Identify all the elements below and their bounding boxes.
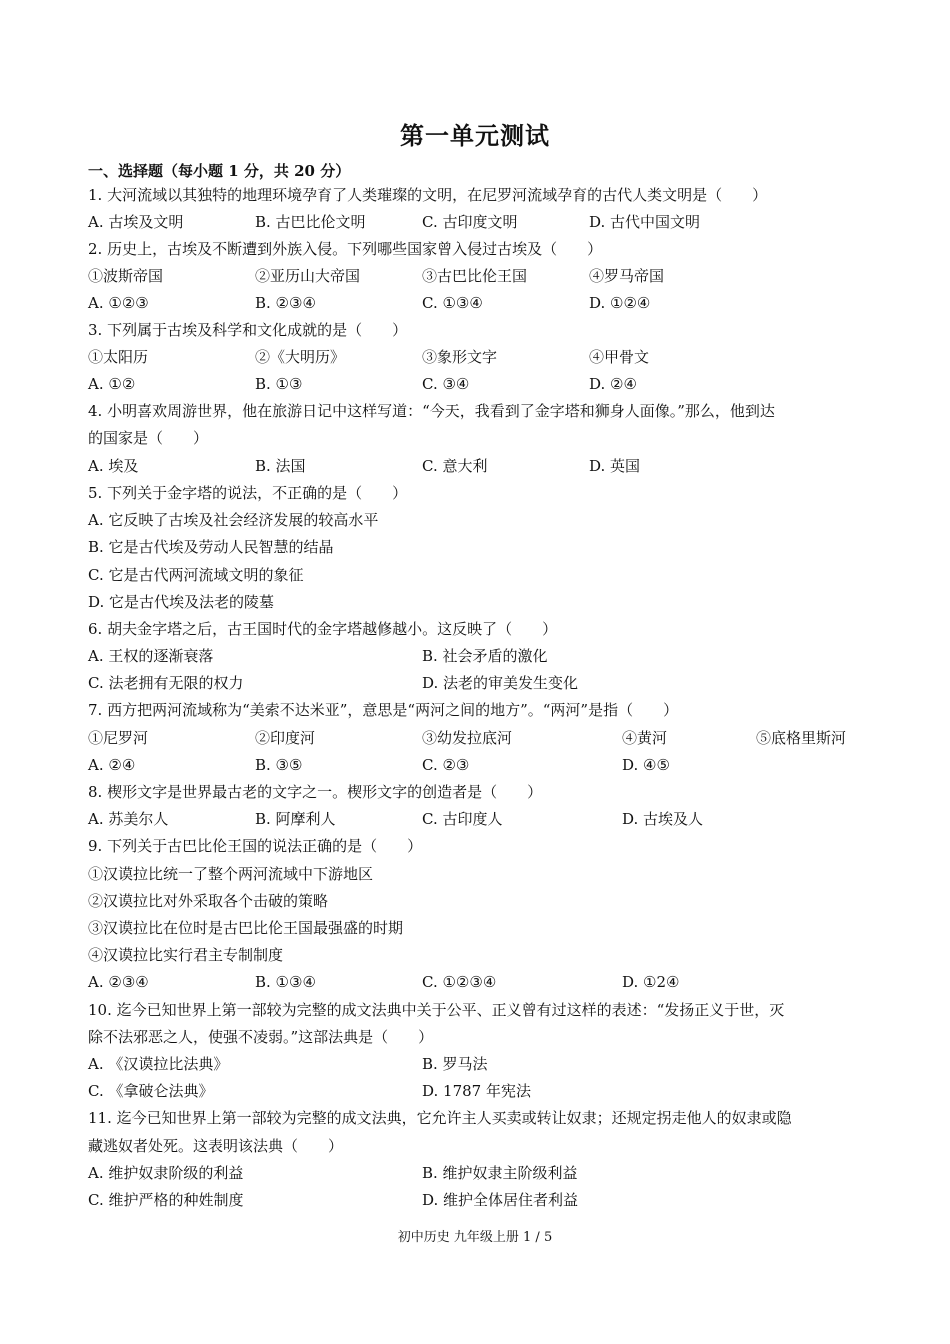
q1-option-d: D. 古代中国文明 (589, 213, 701, 231)
q1-option-a: A. 古埃及文明 (88, 213, 184, 231)
q7-item-4: ④黄河 (622, 729, 668, 747)
q3-item-1: ①太阳历 (88, 348, 149, 366)
q6-option-c: C. 法老拥有无限的权力 (88, 674, 244, 692)
page-footer: 初中历史 九年级上册 1 / 5 (397, 1230, 553, 1245)
q5-option-d: D. 它是古代埃及法老的陵墓 (88, 593, 275, 611)
q5-option-b: B. 它是古代埃及劳动人民智慧的结晶 (88, 538, 334, 556)
question-11-stem: 11. 迄今已知世界上第一部较为完整的成文法典，它允许主人买卖或转让奴隶；还规定拐走他人的奴隶或隐 (88, 1109, 792, 1127)
q7-option-b: B. ③⑤ (255, 756, 303, 774)
q2-option-a: A. ①②③ (88, 294, 149, 312)
q9-option-d: D. ①2④ (622, 973, 680, 991)
question-11-stem-cont: 藏逃奴者处死。这表明该法典（ ） (88, 1137, 344, 1155)
q11-option-c: C. 维护严格的种姓制度 (88, 1191, 244, 1209)
question-9-stem: 9. 下列关于古巴比伦王国的说法正确的是（ ） (88, 837, 423, 855)
page-title: 第一单元测试 (400, 121, 550, 150)
q6-option-a: A. 王权的逐渐衰落 (88, 647, 214, 665)
question-1-stem: 1. 大河流域以其独特的地理环境孕育了人类璀璨的文明，在尼罗河流域孕育的古代人类文明是（ ） (88, 186, 768, 204)
q3-option-b: B. ①③ (255, 375, 303, 393)
question-7-stem: 7. 西方把两河流域称为“美索不达米亚”，意思是“两河之间的地方”。“两河”是指（ ） (88, 701, 679, 719)
q5-option-a: A. 它反映了古埃及社会经济发展的较高水平 (88, 511, 379, 529)
q3-option-d: D. ②④ (589, 375, 637, 393)
question-10-stem: 10. 迄今已知世界上第一部较为完整的成文法典中关于公平、正义曾有过这样的表述：“发扬正义于世，灭 (88, 1001, 785, 1019)
q6-option-b: B. 社会矛盾的激化 (422, 647, 548, 665)
q1-option-b: B. 古巴比伦文明 (255, 213, 366, 231)
q7-option-c: C. ②③ (422, 756, 470, 774)
q8-option-d: D. 古埃及人 (622, 810, 704, 828)
q10-option-b: B. 罗马法 (422, 1055, 488, 1073)
q2-item-4: ④罗马帝国 (589, 267, 665, 285)
q11-option-a: A. 维护奴隶阶级的利益 (88, 1164, 244, 1182)
q9-item-1: ①汉谟拉比统一了整个两河流域中下游地区 (88, 865, 374, 883)
q10-option-d: D. 1787 年宪法 (422, 1082, 531, 1100)
question-6-stem: 6. 胡夫金字塔之后，古王国时代的金字塔越修越小。这反映了（ ） (88, 620, 558, 638)
section-heading: 一、选择题（每小题 1 分，共 20 分） (88, 162, 351, 180)
q9-option-b: B. ①③④ (255, 973, 316, 991)
question-3-stem: 3. 下列属于古埃及科学和文化成就的是（ ） (88, 321, 408, 339)
q2-item-2: ②亚历山大帝国 (255, 267, 361, 285)
q2-item-1: ①波斯帝国 (88, 267, 164, 285)
q11-option-d: D. 维护全体居住者利益 (422, 1191, 579, 1209)
q2-option-b: B. ②③④ (255, 294, 316, 312)
q8-option-c: C. 古印度人 (422, 810, 503, 828)
question-8-stem: 8. 楔形文字是世界最古老的文字之一。楔形文字的创造者是（ ） (88, 783, 543, 801)
q3-option-c: C. ③④ (422, 375, 470, 393)
q9-item-4: ④汉谟拉比实行君主专制制度 (88, 946, 284, 964)
q7-option-d: D. ④⑤ (622, 756, 670, 774)
q3-item-4: ④甲骨文 (589, 348, 650, 366)
q4-option-a: A. 埃及 (88, 457, 139, 475)
q11-option-b: B. 维护奴隶主阶级利益 (422, 1164, 578, 1182)
question-4-stem: 4. 小明喜欢周游世界，他在旅游日记中这样写道：“今天，我看到了金字塔和狮身人面像。”那么，他到达 (88, 402, 775, 420)
q2-item-3: ③古巴比伦王国 (422, 267, 528, 285)
q2-option-c: C. ①③④ (422, 294, 483, 312)
q7-item-5: ⑤底格里斯河 (756, 729, 847, 747)
q8-option-b: B. 阿摩利人 (255, 810, 336, 828)
q7-item-2: ②印度河 (255, 729, 316, 747)
q9-option-c: C. ①②③④ (422, 973, 497, 991)
q8-option-a: A. 苏美尔人 (88, 810, 169, 828)
question-2-stem: 2. 历史上，古埃及不断遭到外族入侵。下列哪些国家曾入侵过古埃及（ ） (88, 240, 603, 258)
question-5-stem: 5. 下列关于金字塔的说法，不正确的是（ ） (88, 484, 408, 502)
q4-option-c: C. 意大利 (422, 457, 488, 475)
q4-option-b: B. 法国 (255, 457, 306, 475)
question-10-stem-cont: 除不法邪恶之人，使强不凌弱。”这部法典是（ ） (88, 1028, 434, 1046)
question-4-stem-cont: 的国家是（ ） (88, 429, 209, 447)
q9-option-a: A. ②③④ (88, 973, 149, 991)
q9-item-3: ③汉谟拉比在位时是古巴比伦王国最强盛的时期 (88, 919, 404, 937)
q10-option-c: C. 《拿破仑法典》 (88, 1082, 214, 1100)
q10-option-a: A. 《汉谟拉比法典》 (88, 1055, 229, 1073)
q3-item-3: ③象形文字 (422, 348, 498, 366)
q5-option-c: C. 它是古代两河流域文明的象征 (88, 566, 304, 584)
q9-item-2: ②汉谟拉比对外采取各个击破的策略 (88, 892, 329, 910)
q1-option-c: C. 古印度文明 (422, 213, 518, 231)
q7-item-3: ③幼发拉底河 (422, 729, 513, 747)
q3-item-2: ②《大明历》 (255, 348, 346, 366)
q7-item-1: ①尼罗河 (88, 729, 149, 747)
q2-option-d: D. ①②④ (589, 294, 651, 312)
q3-option-a: A. ①② (88, 375, 136, 393)
q4-option-d: D. 英国 (589, 457, 641, 475)
q7-option-a: A. ②④ (88, 756, 136, 774)
q6-option-d: D. 法老的审美发生变化 (422, 674, 579, 692)
